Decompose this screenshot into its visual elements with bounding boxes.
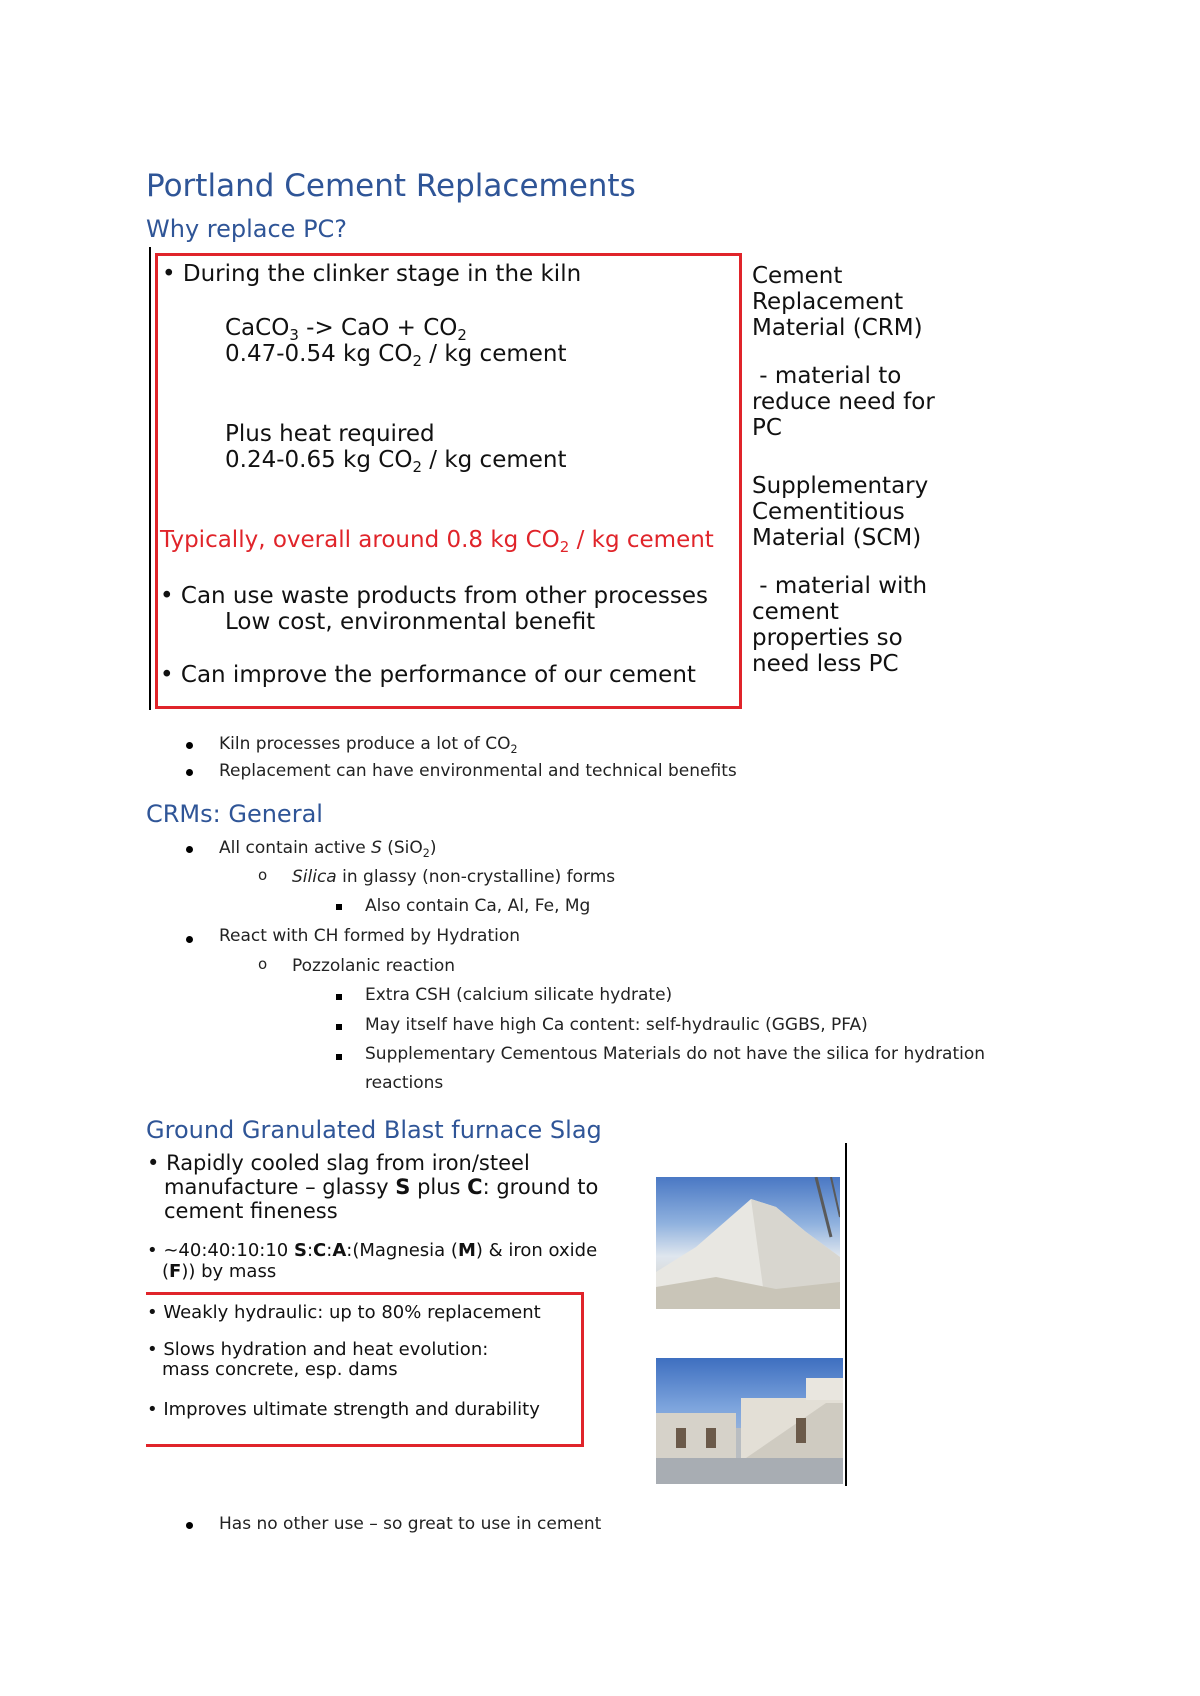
section-heading-ggbs: Ground Granulated Blast furnace Slag [146,1116,602,1144]
list-item-scm-silica: Supplementary Cementous Materials do not have the silica for hydration [365,1044,986,1064]
slide-co2-calcination: 0.47-0.54 kg $CO_2$ / kg cement [225,341,567,371]
slide-crm-definition: Cement Replacement Material (CRM) - material to reduce need for PC [752,263,935,441]
slide-bullet-composition: • ~40:40:10:10 S:C:A:(Magnesia (M) & iron oxide (F)) by mass [147,1240,598,1282]
bullet-dot-icon [186,742,193,749]
list-item-replacement-benefits: Replacement can have environmental and technical benefits [219,761,737,781]
slide-typical-co2: Typically, overall around 0.8 kg $CO_2$ / kg cement [160,527,714,557]
list-item-active-silica: All contain active S (SiO$_2$) [219,838,437,860]
slide-bullet-performance: • Can improve the performance of our cement [160,662,696,688]
bullet-dot-icon [186,1522,193,1529]
bullet-dot-icon [186,936,193,943]
bullet-dot-icon [186,769,193,776]
slide-bullet-waste: • Can use waste products from other processes [160,583,709,609]
bullet-square-icon [336,1024,342,1030]
slide-equation-calcination: CaCO$_3$ -> CaO + $CO_2$ [225,315,467,345]
bullet-circle-icon: o [258,955,268,973]
list-item-other-elements: Also contain Ca, Al, Fe, Mg [365,896,591,916]
section-heading-why-replace: Why replace PC? [146,215,348,243]
list-item-no-other-use: Has no other use – so great to use in cement [219,1514,602,1534]
list-item-extra-csh: Extra CSH (calcium silicate hydrate) [365,985,673,1005]
slide-bullet-rapidly-cooled: • Rapidly cooled slag from iron/steel manufacture – glassy S plus C: ground to cement fineness [147,1151,599,1223]
slide-left-rule [149,247,151,710]
slide-bullet-strength: • Improves ultimate strength and durability [147,1399,540,1420]
slide-bullet-slows-hydration: • Slows hydration and heat evolution: mass concrete, esp. dams [147,1339,489,1380]
slide-co2-heat: 0.24-0.65 kg $CO_2$ / kg cement [225,447,567,477]
list-item-glassy-silica: Silica in glassy (non-crystalline) forms [292,867,616,887]
slide-bullet-waste-sub: Low cost, environmental benefit [225,609,596,635]
list-item-self-hydraulic: May itself have high Ca content: self-hydraulic (GGBS, PFA) [365,1015,868,1035]
bullet-square-icon [336,1054,342,1060]
list-item-scm-silica-cont: reactions [365,1073,444,1093]
slag-pile-photo [656,1177,840,1309]
slide-bullet-weakly-hydraulic: • Weakly hydraulic: up to 80% replacement [147,1302,541,1323]
page-title: Portland Cement Replacements [146,168,636,204]
list-item-kiln-co2: Kiln processes produce a lot of $CO_2$ [219,734,518,756]
bullet-dot-icon [186,846,193,853]
bullet-square-icon [336,994,342,1000]
slide-bullet-clinker: • During the clinker stage in the kiln [162,261,582,287]
slide-right-rule [845,1143,847,1486]
concrete-building-photo [656,1358,843,1484]
bullet-circle-icon: o [258,866,268,884]
section-heading-crms-general: CRMs: General [146,800,323,828]
list-item-react-ch: React with CH formed by Hydration [219,926,521,946]
bullet-square-icon [336,904,342,910]
slide-heat-label: Plus heat required [225,421,435,447]
slide-scm-definition: Supplementary Cementitious Material (SCM) - material with cement properties so need less PC [752,473,929,677]
list-item-pozzolanic: Pozzolanic reaction [292,956,456,976]
